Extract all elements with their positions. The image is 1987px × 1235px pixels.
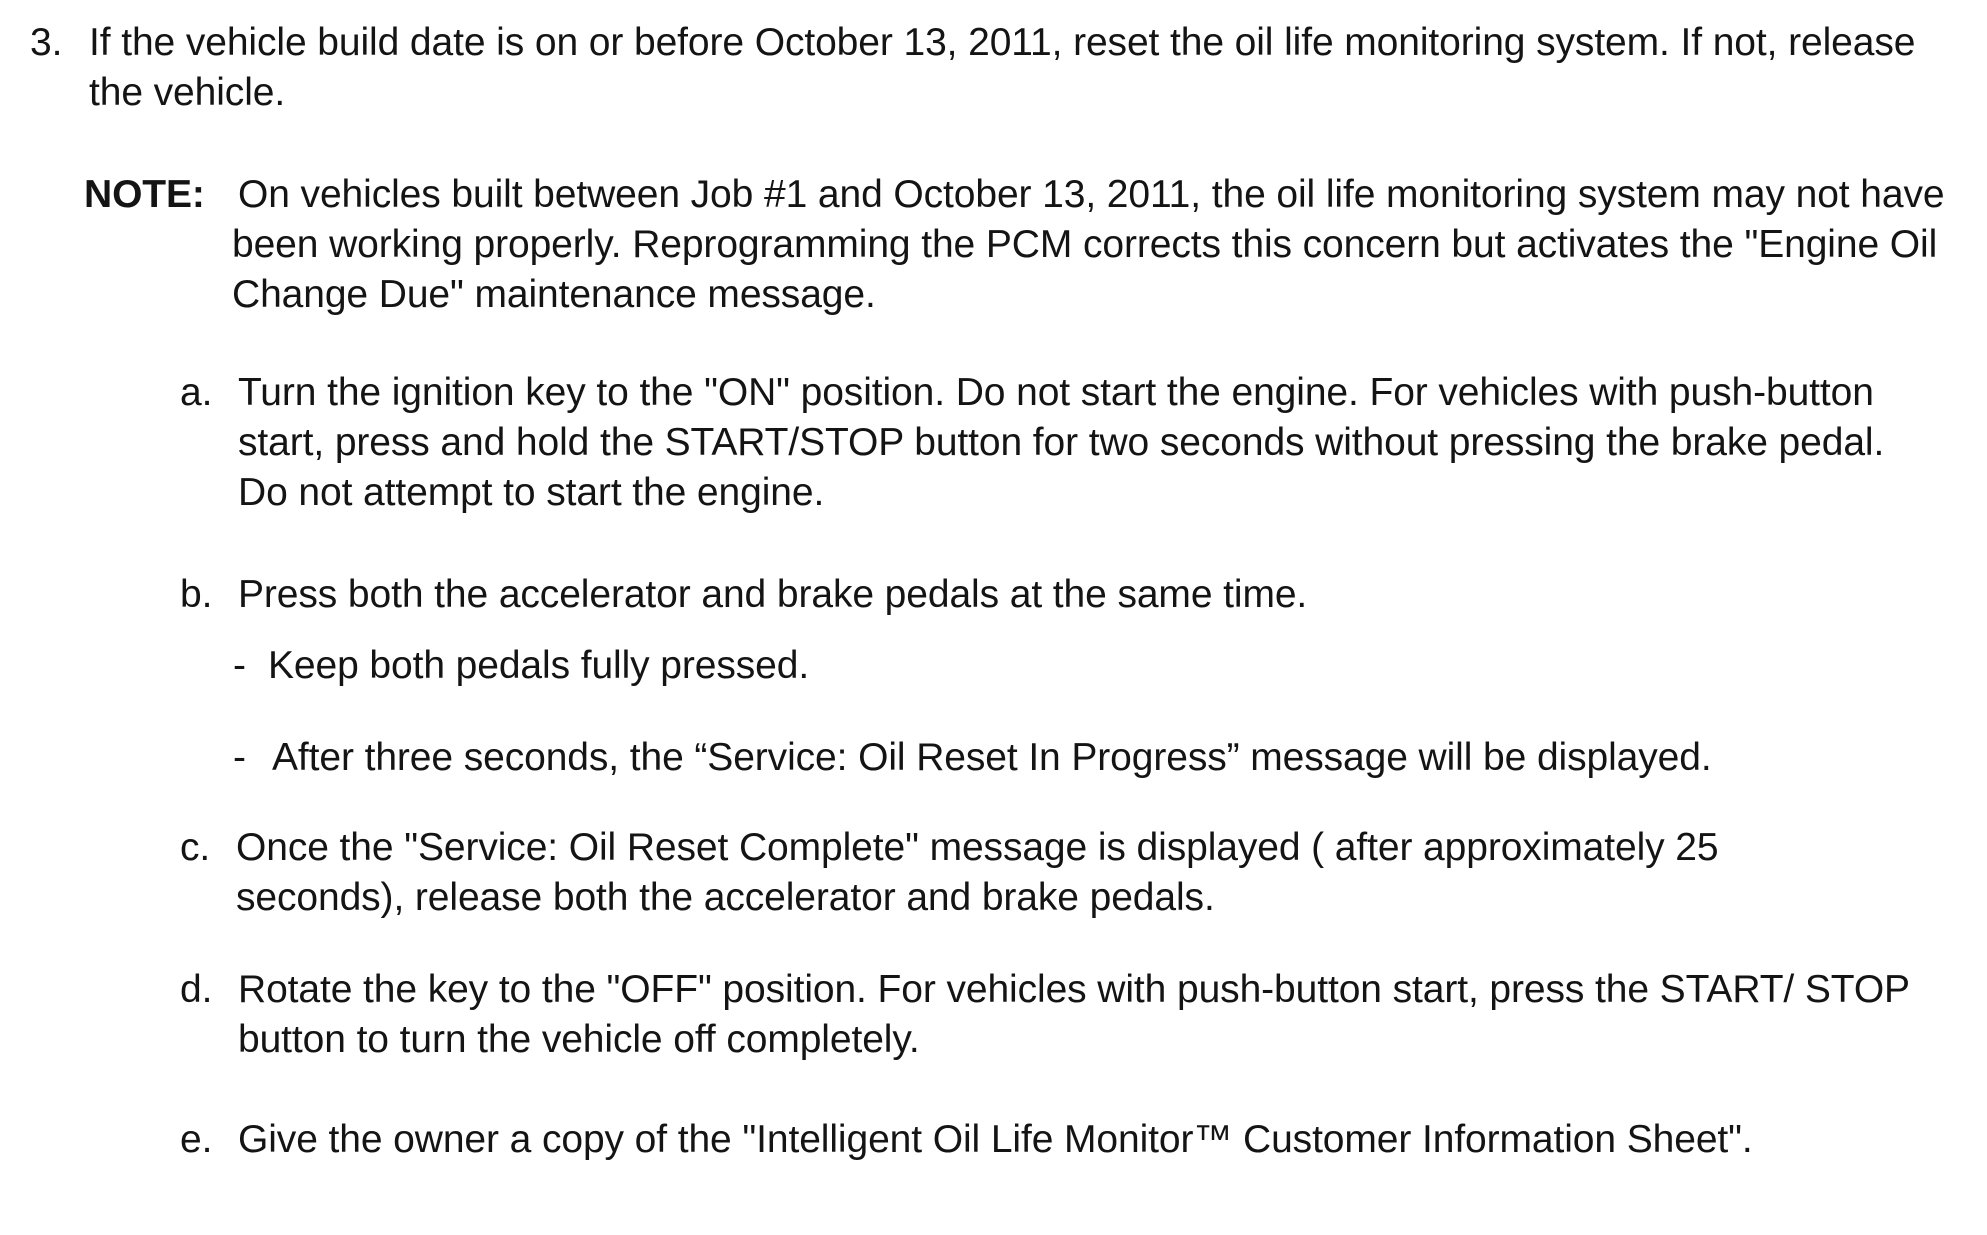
bullet-marker: - xyxy=(233,644,246,687)
bullet-marker: - xyxy=(233,736,246,779)
substep-label-d: d. xyxy=(180,968,213,1011)
step-text: If the vehicle build date is on or before October 13, 2011, reset the oil life monitoring system. If not, release the vehicle. xyxy=(89,21,1916,114)
step-number: 3. xyxy=(30,21,63,64)
substep-text-e: Give the owner a copy of the "Intelligent Oil Life Monitor™ Customer Information Sheet". xyxy=(238,1118,1753,1161)
substep-label-b: b. xyxy=(180,573,213,616)
substep-text-d: Rotate the key to the "OFF" position. For vehicles with push-button start, press the START/ STOP button to turn the vehicle off completely. xyxy=(238,968,1910,1061)
bullet-text: Keep both pedals fully pressed. xyxy=(268,644,810,687)
bullet-text: After three seconds, the “Service: Oil Reset In Progress” message will be displayed. xyxy=(272,736,1712,779)
substep-label-e: e. xyxy=(180,1118,213,1161)
note-label: NOTE: xyxy=(84,173,205,216)
substep-text-a: Turn the ignition key to the "ON" position. Do not start the engine. For vehicles with push-button start, press and hold the START/STOP button for two seconds without pressing the brake pedal. Do not attempt to start the engine. xyxy=(238,371,1885,514)
substep-label-a: a. xyxy=(180,371,213,414)
substep-text-b: Press both the accelerator and brake pedals at the same time. xyxy=(238,573,1308,616)
substep-text-c: Once the "Service: Oil Reset Complete" message is displayed ( after approximately 25 seconds), release both the accelerator and brake pedals. xyxy=(236,826,1719,919)
note-text: On vehicles built between Job #1 and October 13, 2011, the oil life monitoring system may not have been working properly. Reprogramming the PCM corrects this concern but activates the "Engine Oil Change Due" maintenance message. xyxy=(232,173,1945,316)
substep-label-c: c. xyxy=(180,826,211,869)
